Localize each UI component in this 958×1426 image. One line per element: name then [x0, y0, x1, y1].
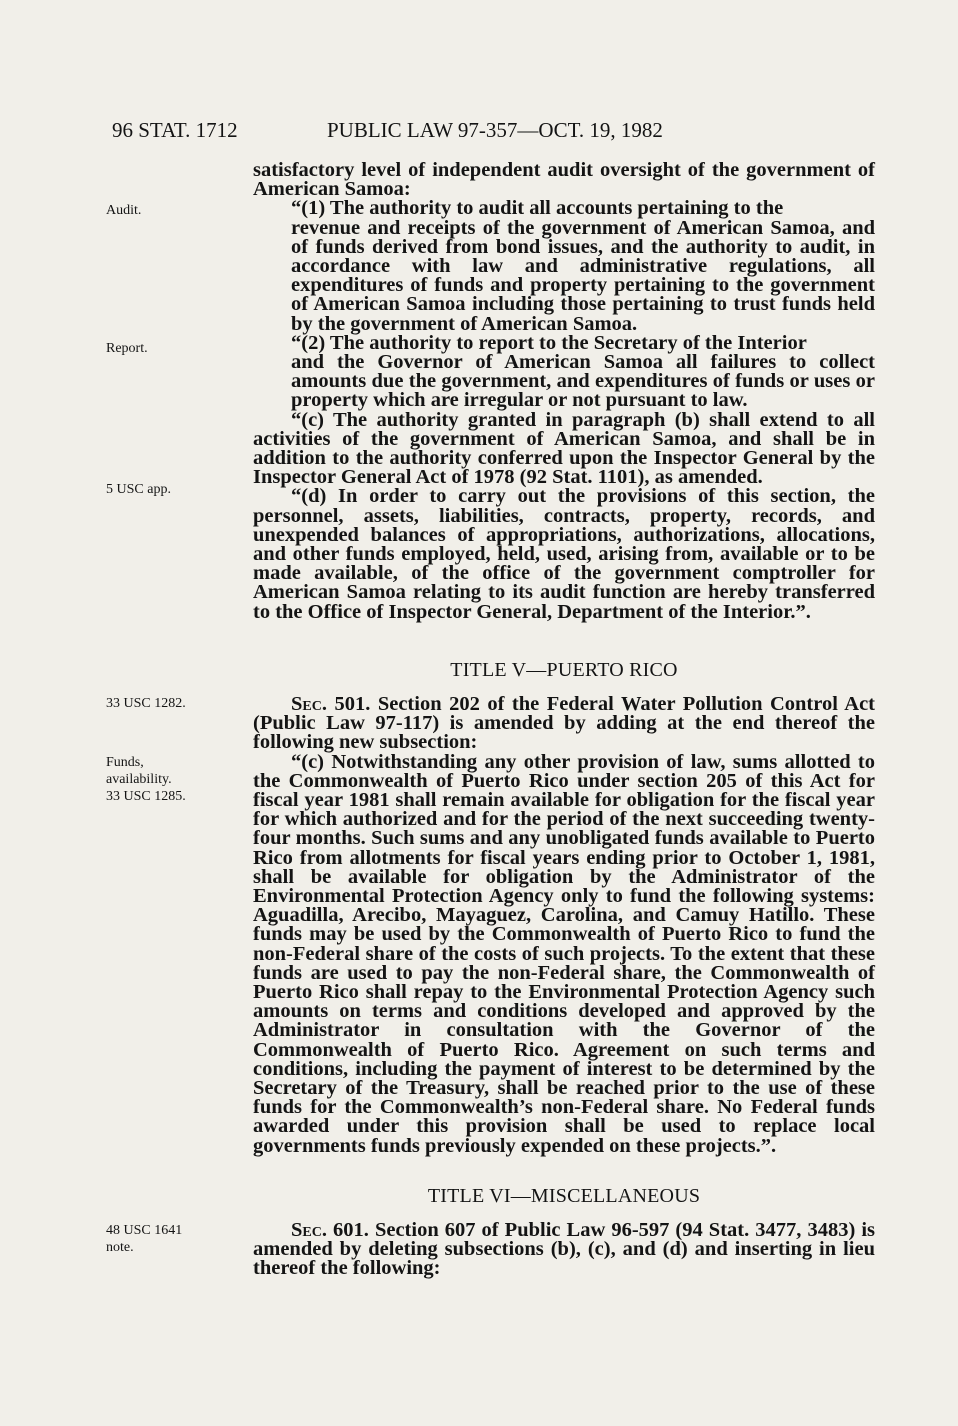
paragraph-authority-audit-rest: revenue and receipts of the government of American Samoa, and of funds derived from bond issues, and the authority to audit, in accordance with law and administrative regulations, all expenditures of funds and property pertaining to the government of American Samoa including those pertaining to trust funds held by the government of American Samoa.: [291, 216, 875, 335]
margin-note-funds-line1: Funds,: [106, 755, 144, 770]
body-text-miscellaneous: [253, 1221, 875, 1279]
margin-note-usc-1641: [106, 1222, 236, 1256]
margin-note-report: Report.: [106, 341, 148, 356]
title-vi-heading: TITLE VI—MISCELLANEOUS: [427, 1185, 701, 1207]
public-law-title: PUBLIC LAW 97-357—OCT. 19, 1982: [327, 118, 663, 142]
margin-note-funds-line2: availability.: [106, 772, 172, 787]
body-text-puerto-rico: [253, 695, 875, 1156]
statute-citation: 96 STAT. 1712: [112, 118, 238, 142]
section-501-text: 501. Section 202 of the Federal Water Pollution Control Act (Public Law 97-117) is amended by adding at the end thereof the following new subsection:: [253, 693, 875, 754]
margin-note-audit: Audit.: [106, 203, 142, 218]
paragraph-section-601: [253, 1221, 875, 1279]
paragraph-puerto-rico-subsection-c: “(c) Notwithstanding any other provision of law, sums allotted to the Commonwealth of Puerto Rico under section 205 of this Act for fiscal year 1981 shall remain available for obligation for the fiscal year for which authorized and for the period of the next succeeding twenty-four months. Such sums and any unobligated funds available to Puerto Rico from allotments for fiscal years ending prior to October 1, 1981, shall be available for obligation by the Administrator of the Environmental Protection Agency only to fund the following systems: Aguadilla, Arecibo, Mayaguez, Carolina, and Camuy Hatillo. These funds may be used by the Commonwealth of Puerto Rico to fund the non-Federal share of the costs of such projects. To the extent that these funds are used to pay the non-Federal share, the Commonwealth of Puerto Rico shall repay to the Environmental Protection Agency such amounts on terms and conditions developed and approved by the Administrator in consultation with the Governor of the Commonwealth of Puerto Rico. Agreement on such terms and conditions, including the payment of interest to be determined by the Secretary of the Treasury, shall be reached prior to the use of these funds for the Commonwealth’s non-Federal share. No Federal funds awarded under this provision shall be used to replace local governments funds previously expended on these projects.”.: [253, 750, 875, 1157]
paragraph-authority-audit-open: “(1) The authority to audit all accounts pertaining to the: [291, 197, 784, 220]
margin-note-funds-availability: [106, 754, 236, 805]
section-601-text: 601. Section 607 of Public Law 96-597 (94 Stat. 3477, 3483) is amended by deleting subsections (b), (c), and (d) and inserting in lieu thereof the following:: [253, 1219, 875, 1280]
paragraph-audit-oversight: satisfactory level of independent audit oversight of the government of American Samoa:: [253, 159, 875, 201]
paragraph-subsection-c: “(c) The authority granted in paragraph (b) shall extend to all activities of the government of American Samoa, and shall be in addition to the authority conferred upon the Inspector General by the Inspector General Act of 1978 (92 Stat. 1101), as amended.: [253, 408, 875, 489]
margin-note-usc-1641-line2: note.: [106, 1240, 134, 1255]
section-label: Sec.: [291, 693, 327, 715]
margin-note-usc-1641-line1: 48 USC 1641: [106, 1223, 183, 1238]
margin-note-usc-1282: 33 USC 1282.: [106, 696, 186, 711]
page-header: [112, 118, 882, 146]
paragraph-section-501: [253, 695, 875, 753]
margin-note-usc-app: 5 USC app.: [106, 482, 171, 497]
body-text-american-samoa: [253, 161, 875, 622]
section-label: Sec.: [291, 1219, 327, 1241]
margin-note-usc-1285: 33 USC 1285.: [106, 789, 186, 804]
title-v-heading: TITLE V—PUERTO RICO: [450, 659, 678, 681]
paragraph-authority-report-open: “(2) The authority to report to the Secretary of the Interior: [291, 331, 807, 354]
paragraph-subsection-d: “(d) In order to carry out the provisions of this section, the personnel, assets, liabilities, contracts, property, records, and unexpended balances of appropriations, authorizations, allocations, and other funds employed, held, used, arising from, available or to be made available, of the office of the government comptroller for American Samoa relating to its audit function are hereby transferred to the Office of Inspector General, Department of the Interior.”.: [253, 485, 875, 623]
paragraph-authority-report-rest: and the Governor of American Samoa all failures to collect amounts due the government, and expenditures of funds or uses or property which are irregular or not pursuant to law.: [291, 351, 875, 412]
